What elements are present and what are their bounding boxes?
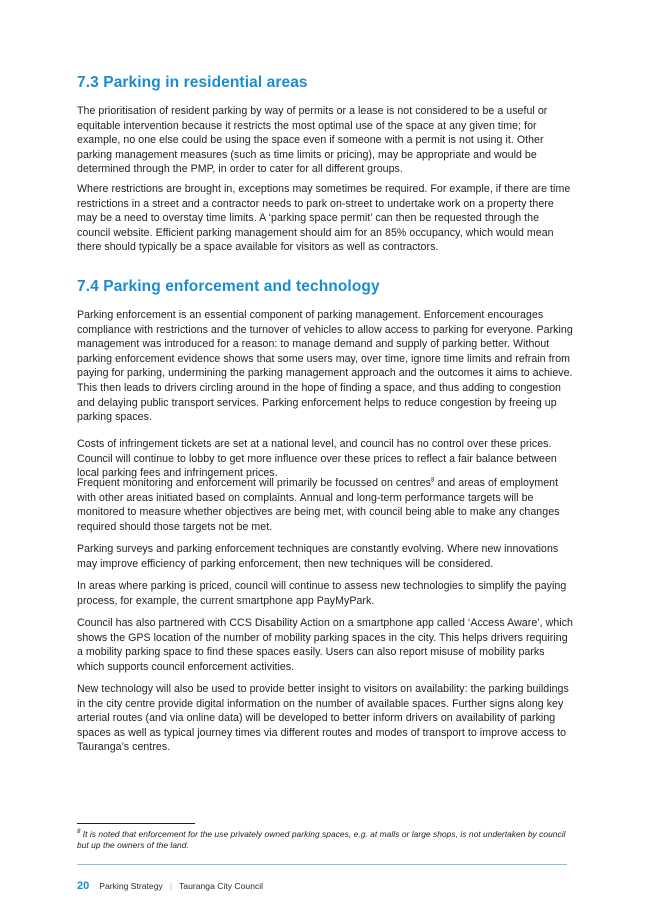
footer-divider: [77, 864, 567, 865]
paragraph-enforcement-importance: Parking enforcement is an essential component of parking management. Enforcement encourages compliance with restrictions and the turnover of vehicles to allow access to parking for everyone. Parking management was introduced for a reason: to manage demand and supply of parking better. Without parking enforcement evidence shows that some users may, over time, ignore time limits and refrain from paying for parking, undermining the parking management approach and the outcomes it aims to achieve. This then leads to drivers circling around in the hope of finding a space, and thus adding to congestion and delaying public transport services. Parking enforcement helps to reduce congestion by freeing up parking spaces.: [77, 309, 573, 424]
paragraph-restriction-exceptions: Where restrictions are brought in, exceptions may sometimes be required. For example, if there are time restrictions in a street and a contractor needs to park on-street to undertake work on a property there may be a need to overstay time limits. A ‘parking space permit’ can then be requested through the council website. Efficient parking management should aim for an 85% occupancy, which would mean there should typically be a space available for visitors as well as contractors.: [77, 183, 571, 254]
paragraph-payment-technology: In areas where parking is priced, council will continue to assess new technologies to simplify the paying process, for example, the current smartphone app PayMyPark.: [77, 580, 567, 607]
footnote-reference: 8: [431, 477, 435, 484]
paragraph-infringement-costs: Costs of infringement tickets are set at a national level, and council has no control over these prices. Council will continue to lobby to get more influence over these prices to reflect a fair balance between local parking fees and infringement prices.: [77, 438, 557, 480]
footnote: [77, 829, 567, 851]
footer-organisation: Tauranga City Council: [179, 881, 264, 891]
paragraph-access-aware-app: Council has also partnered with CCS Disability Action on a smartphone app called ‘Access Aware’, which shows the GPS location of the number of mobility parking spaces in the city. This helps drivers requiring a mobility parking space to find these spaces easily. Users can also report misuse of mobility parks which supports council enforcement activities.: [77, 617, 573, 673]
monitoring-text-after: and areas of employment with other areas initiated based on complaints. Annual and long-term performance targets will be monitored to measure whether objectives are being met, with council being able to make any changes required should those targets not be met.: [77, 477, 560, 533]
footer-document-title: Parking Strategy: [99, 881, 163, 891]
footnote-divider: [77, 823, 195, 824]
footnote-text: It is noted that enforcement for the use privately owned parking spaces, e.g. at malls or large shops, is not undertaken by council but up the owners of the land.: [77, 829, 566, 851]
footnote-number: 8: [77, 829, 81, 836]
section-heading-7-3: 7.3 Parking in residential areas: [77, 74, 308, 91]
paragraph-availability-information: New technology will also be used to provide better insight to visitors on availability: the parking buildings in the city centre provide digital information on the number of available spaces. Further signs along key arterial routes (and via online data) will be developed to better inform drivers on availability of parking spaces as well as typical journey times via different routes and modes of transport to improve access to Tauranga’s centres.: [77, 683, 569, 754]
section-heading-7-4: 7.4 Parking enforcement and technology: [77, 278, 380, 295]
footer-separator: |: [169, 881, 173, 891]
page-footer: [77, 880, 263, 892]
paragraph-residential-permits: The prioritisation of resident parking by way of permits or a lease is not considered to be a useful or equitable intervention because it restricts the most optimal use of the space at any given time; for example, no one else could be using the space even if someone with a permit is not using it. Other parking management measures (such as time limits or pricing), may be appropriate and would be determined through the PMP, in order to cater for all different groups.: [77, 105, 548, 176]
monitoring-text-before: Frequent monitoring and enforcement will primarily be focussed on centres: [77, 477, 432, 489]
paragraph-surveys-techniques: Parking surveys and parking enforcement techniques are constantly evolving. Where new innovations may improve efficiency of parking enforcement, then new techniques will be considered.: [77, 543, 559, 570]
paragraph-monitoring: [77, 476, 573, 534]
page-number: 20: [77, 880, 90, 892]
